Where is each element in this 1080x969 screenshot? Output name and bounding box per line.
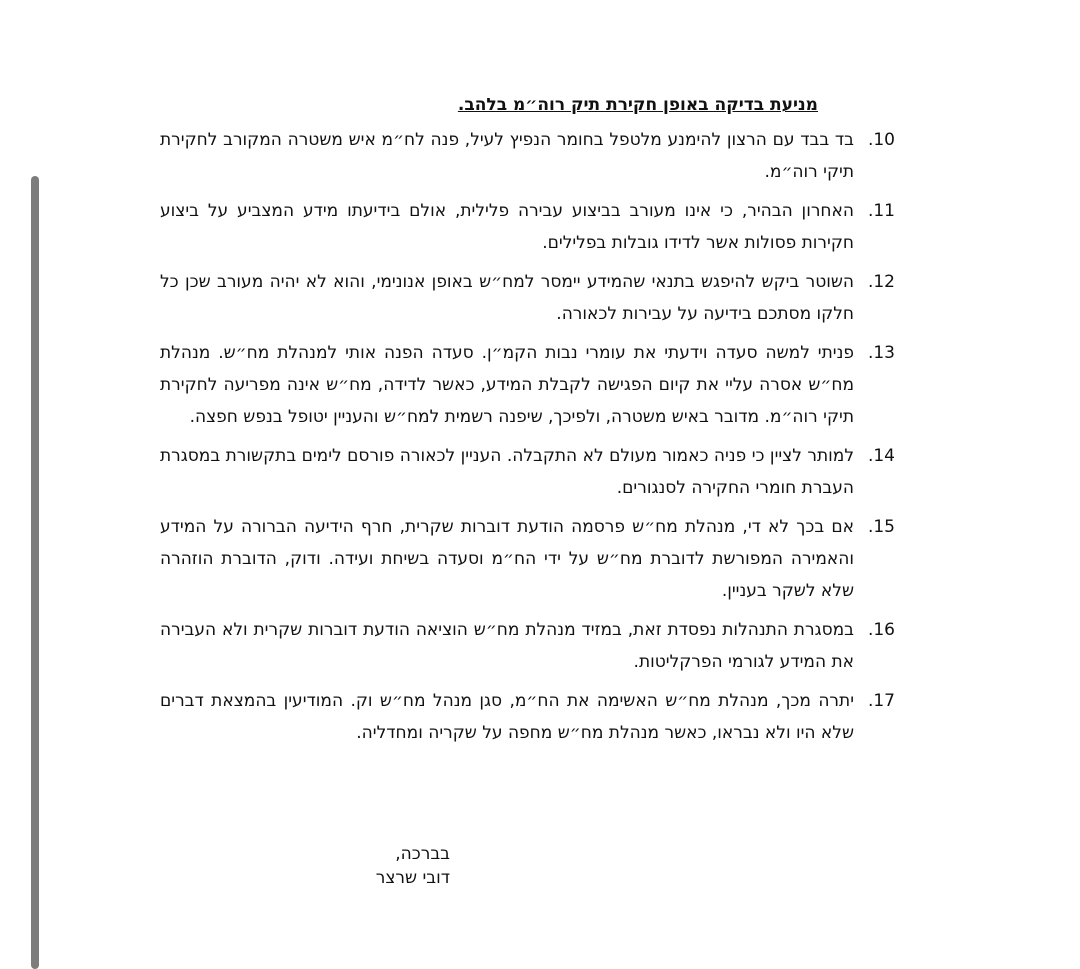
- section-heading: מניעת בדיקה באופן חקירת תיק רוה״מ בלהב.: [457, 95, 818, 115]
- closing-greeting: בברכה,: [395, 844, 450, 864]
- paragraph-text: יתרה מכך, מנהלת מח״ש האשימה את הח״מ, סגן מנהל מח״ש וק. המודיעין בהמצאת דברים שלא היו ולא נבראו, כאשר מנהלת מח״ש מחפה על שקריה ומחדליה.: [160, 691, 854, 743]
- paragraph-text: במסגרת התנהלות נפסדת זאת, במזיד מנהלת מח״ש הוציאה הודעת דוברות שקרית ולא העבירה את המידע לגורמי הפרקליטות.: [160, 620, 854, 672]
- paragraph-10: [160, 124, 895, 188]
- paragraph-number: .11: [867, 201, 895, 221]
- paragraph-number: .15: [867, 517, 895, 537]
- paragraph-15: [160, 511, 895, 607]
- signer-name: דובי שרצר: [375, 868, 450, 888]
- paragraph-14: [160, 440, 895, 504]
- paragraph-text: השוטר ביקש להיפגש בתנאי שהמידע יימסר למח״ש באופן אנונימי, והוא לא יהיה מעורב שכן כל חלקו מסתכם בידיעה על עבירות לכאורה.: [160, 272, 854, 324]
- paragraph-16: [160, 614, 895, 678]
- paragraph-13: [160, 337, 895, 433]
- top-strip: [0, 0, 1080, 20]
- paragraph-17: [160, 685, 895, 749]
- paragraph-text: האחרון הבהיר, כי אינו מעורב בביצוע עבירה פלילית, אולם בידיעתו מידע המצביע על ביצוע חקירות פסולות אשר לדידו גובלות בפלילים.: [160, 201, 854, 253]
- paragraph-12: [160, 266, 895, 330]
- paragraph-number: .16: [867, 620, 895, 640]
- paragraph-text: פניתי למשה סעדה וידעתי את עומרי נבות הקמ״ן. סעדה הפנה אותי למנהלת מח״ש. מנהלת מח״ש אסרה עליי את קיום הפגישה לקבלת המידע, כאשר לדידה, מח״ש אינה מפריעה לחקירת תיקי רוה״מ. מדובר באיש משטרה, ולפיכך, שיפנה רשמית למח״ש והעניין יטופל בנפש חפצה.: [160, 343, 854, 427]
- paragraph-text: בד בבד עם הרצון להימנע מלטפל בחומר הנפיץ לעיל, פנה לח״מ איש משטרה המקורב לחקירת תיקי רוה״מ.: [160, 130, 854, 182]
- signature-block: [310, 842, 450, 890]
- paragraph-number: .10: [867, 130, 895, 150]
- vertical-scrollbar[interactable]: [31, 176, 39, 969]
- paragraph-number: .12: [867, 272, 895, 292]
- paragraph-text: למותר לציין כי פניה כאמור מעולם לא התקבלה. העניין לכאורה פורסם לימים בתקשורת במסגרת העברת חומרי החקירה לסנגורים.: [160, 446, 854, 498]
- paragraph-number: .17: [867, 691, 895, 711]
- paragraph-number: .14: [867, 446, 895, 466]
- document-body: [160, 92, 895, 756]
- paragraph-number: .13: [867, 343, 895, 363]
- paragraph-11: [160, 195, 895, 259]
- paragraph-text: אם בכך לא די, מנהלת מח״ש פרסמה הודעת דוברות שקרית, חרף הידיעה הברורה על המידע והאמירה המפורשת לדוברת מח״ש על ידי הח״מ וסעדה בשיחת ועידה. ודוק, הדוברת הוזהרה שלא לשקר בעניין.: [160, 517, 854, 601]
